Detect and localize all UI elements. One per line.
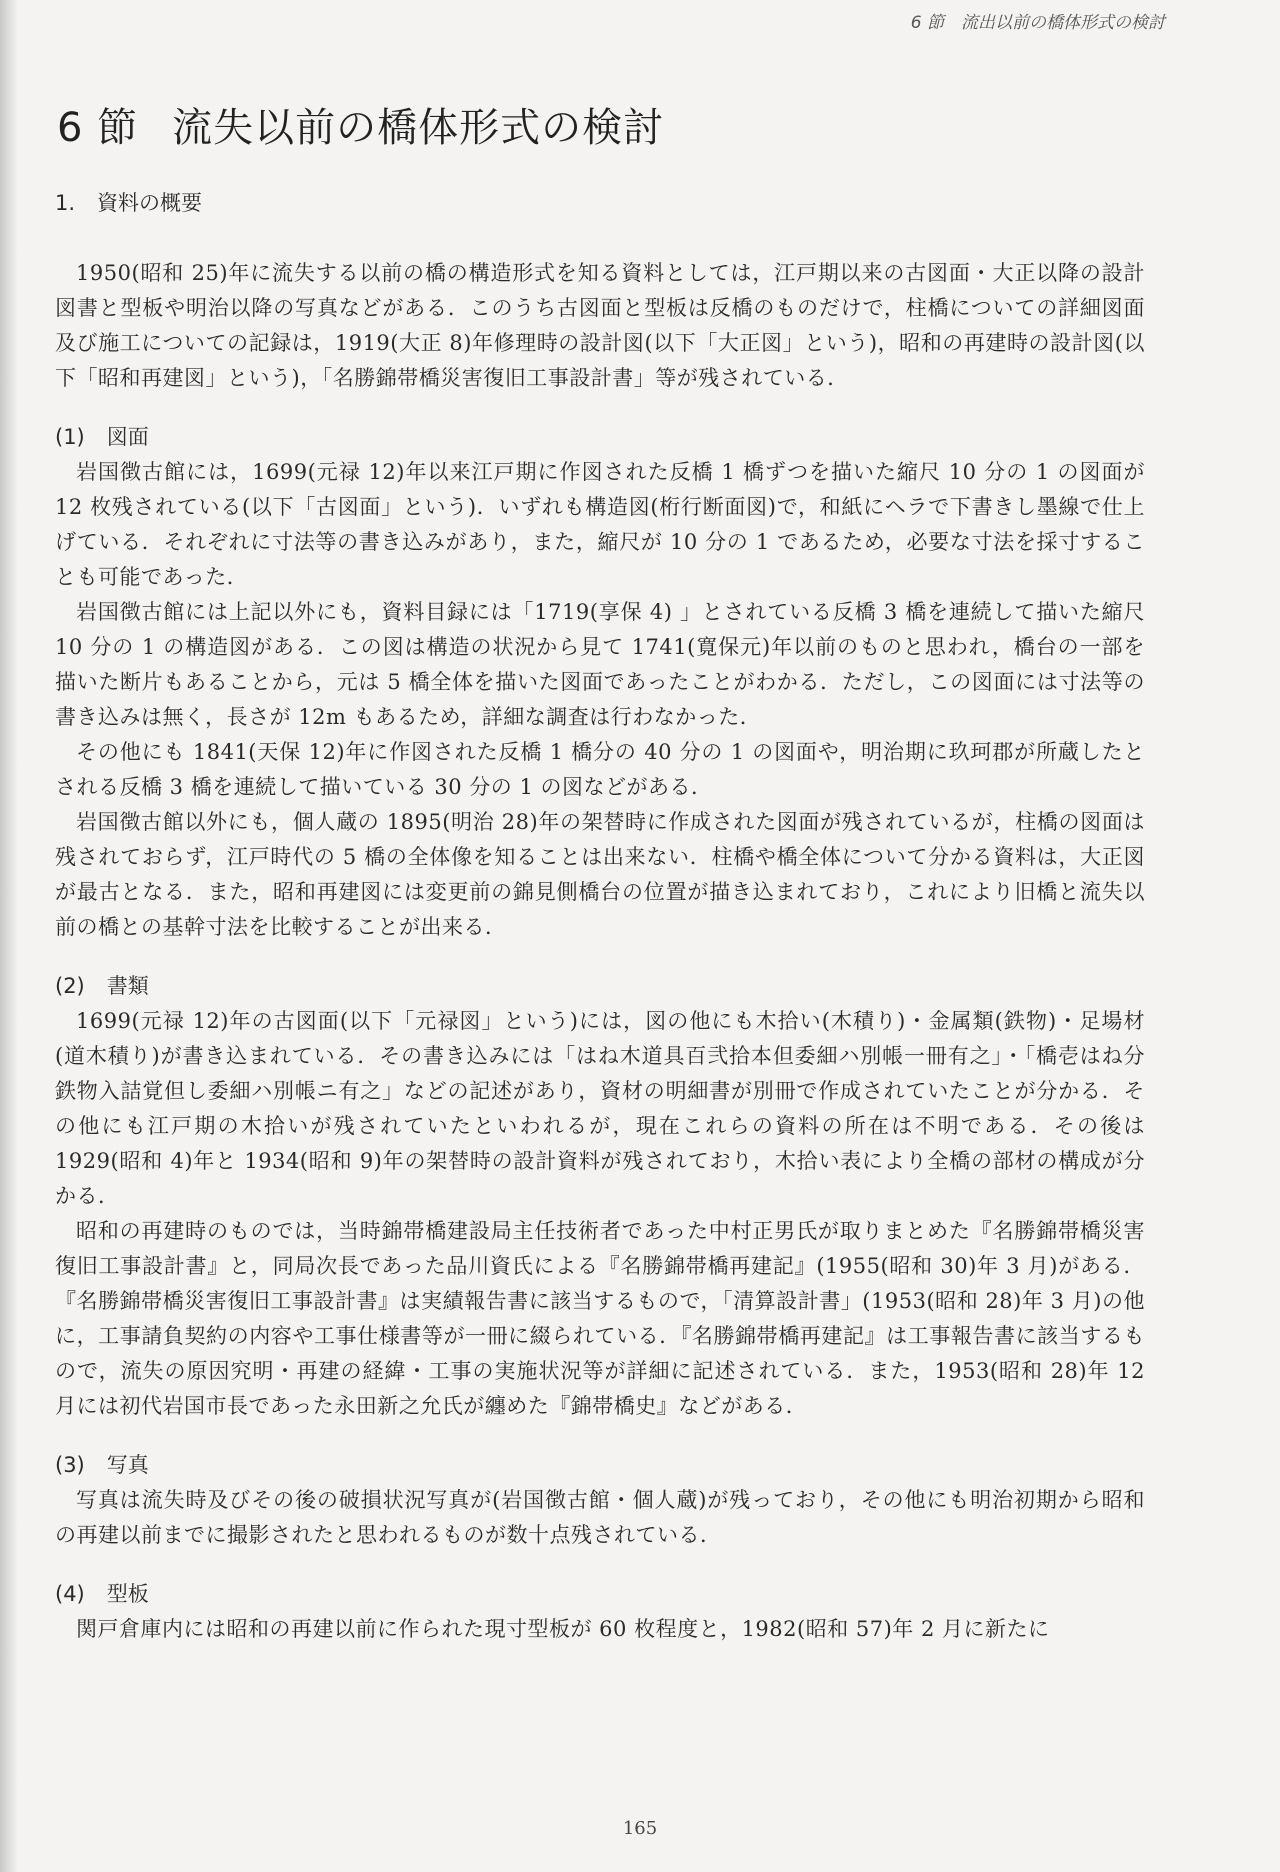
paragraph: その他にも 1841(天保 12)年に作図された反橋 1 橋分の 40 分の 1 の図面や，明治期に玖珂郡が所蔵したとされる反橋 3 橋を連続して描いている 30 分の 1 の図などがある． <box>55 740 1145 799</box>
paragraph: 昭和の再建時のものでは，当時錦帯橋建設局主任技術者であった中村正男氏が取りまとめた『名勝錦帯橋災害復旧工事設計書』と，同局次長であった品川資氏による『名勝錦帯橋再建記』(1955(昭和 30)年 3 月)がある．『名勝錦帯橋災害復旧工事設計書』は実績報告書に該当するもので，「清算設計書」(1953(昭和 28)年 3 月)の他に，工事請負契約の内容や工事仕様書等が一冊に綴られている．『名勝錦帯橋再建記』は工事報告書に該当するもので，流失の原因究明・再建の経緯・工事の実施状況等が詳細に記述されている．また，1953(昭和 28)年 12 月には初代岩国市長であった永田新之允氏が纏めた『錦帯橋史』などがある． <box>55 1219 1145 1418</box>
intro-paragraph: 1950(昭和 25)年に流失する以前の橋の構造形式を知る資料としては，江戸期以来の古図面・大正以降の設計図書と型板や明治以降の写真などがある．このうち古図面と型板は反橋のものだけで，柱橋についての詳細図面及び施工についての記録は，1919(大正 8)年修理時の設計図(以下「大正図」という)，昭和の再建時の設計図(以下「昭和再建図」という)，「名勝錦帯橋災害復旧工事設計書」等が残されている． <box>55 261 1145 390</box>
heading-number: (2) <box>55 974 85 998</box>
heading-templates <box>55 1577 1145 1612</box>
section-title-text: 流失以前の橋体形式の検討 <box>172 105 665 151</box>
heading-overview <box>55 186 1145 221</box>
paragraph: 1699(元禄 12)年の古図面(以下「元禄図」という)には，図の他にも木拾い(木積り)・金属類(鉄物)・足場材(道木積り)が書き込まれている．その書き込みには「はね木道具百弐拾本但委細ハ別帳一冊有之」・「橋壱はね分鉄物入詰覚但し委細ハ別帳ニ有之」などの記述があり，資材の明細書が別冊で作成されていたことが分かる．その他にも江戸期の木拾いが残されていたといわれるが，現在これらの資料の所在は不明である．その後は 1929(昭和 4)年と 1934(昭和 9)年の架替時の設計資料が残されており，木拾い表により全橋の部材の構成が分かる． <box>55 1009 1145 1208</box>
heading-text: 図面 <box>106 425 149 449</box>
paragraph: 関戸倉庫内には昭和の再建以前に作られた現寸型板が 60 枚程度と，1982(昭和 57)年 2 月に新たに <box>76 1617 1050 1641</box>
heading-drawings <box>55 420 1145 455</box>
heading-documents <box>55 969 1145 1004</box>
paragraph: 写真は流失時及びその後の破損状況写真が(岩国徴古館・個人蔵)が残っており，その他にも明治初期から昭和の再建以前までに撮影されたと思われるものが数十点残されている． <box>55 1488 1145 1547</box>
document-body <box>55 186 1145 1647</box>
section-title <box>57 96 664 153</box>
heading-number: (3) <box>55 1453 85 1477</box>
heading-text: 資料の概要 <box>97 191 203 215</box>
heading-number: (1) <box>55 425 85 449</box>
heading-text: 型板 <box>106 1582 149 1606</box>
page-number: 165 <box>622 1818 658 1839</box>
heading-text: 書類 <box>106 974 149 998</box>
page-binding-shadow <box>0 0 18 1872</box>
heading-number: (4) <box>55 1582 85 1606</box>
paragraph: 岩国徴古館には，1699(元禄 12)年以来江戸期に作図された反橋 1 橋ずつを描いた縮尺 10 分の 1 の図面が 12 枚残されている(以下「古図面」という)．いずれも構造図(桁行断面図)で，和紙にヘラで下書きし墨線で仕上げている．それぞれに寸法等の書き込みがあり，また，縮尺が 10 分の 1 であるため，必要な寸法を採寸することも可能であった． <box>55 460 1145 589</box>
heading-photos <box>55 1448 1145 1483</box>
heading-text: 写真 <box>106 1453 149 1477</box>
paragraph: 岩国徴古館以外にも，個人蔵の 1895(明治 28)年の架替時に作成された図面が残されているが，柱橋の図面は残されておらず，江戸時代の 5 橋の全体像を知ることは出来ない．柱橋や橋全体について分かる資料は，大正図が最古となる．また，昭和再建図には変更前の錦見側橋台の位置が描き込まれており，これにより旧橋と流失以前の橋との基幹寸法を比較することが出来る． <box>55 810 1145 939</box>
heading-number: 1. <box>55 191 76 215</box>
running-header: 6 節 流出以前の橋体形式の検討 <box>910 13 1165 33</box>
paragraph: 岩国徴古館には上記以外にも，資料目録には「1719(享保 4) 」とされている反橋 3 橋を連続して描いた縮尺 10 分の 1 の構造図がある．この図は構造の状況から見て 1741(寛保元)年以前のものと思われ，橋台の一部を描いた断片もあることから，元は 5 橋全体を描いた図面であったことがわかる．ただし，この図面には寸法等の書き込みは無く，長さが 12m もあるため，詳細な調査は行わなかった． <box>55 600 1145 729</box>
section-number: 6 節 <box>57 105 139 151</box>
